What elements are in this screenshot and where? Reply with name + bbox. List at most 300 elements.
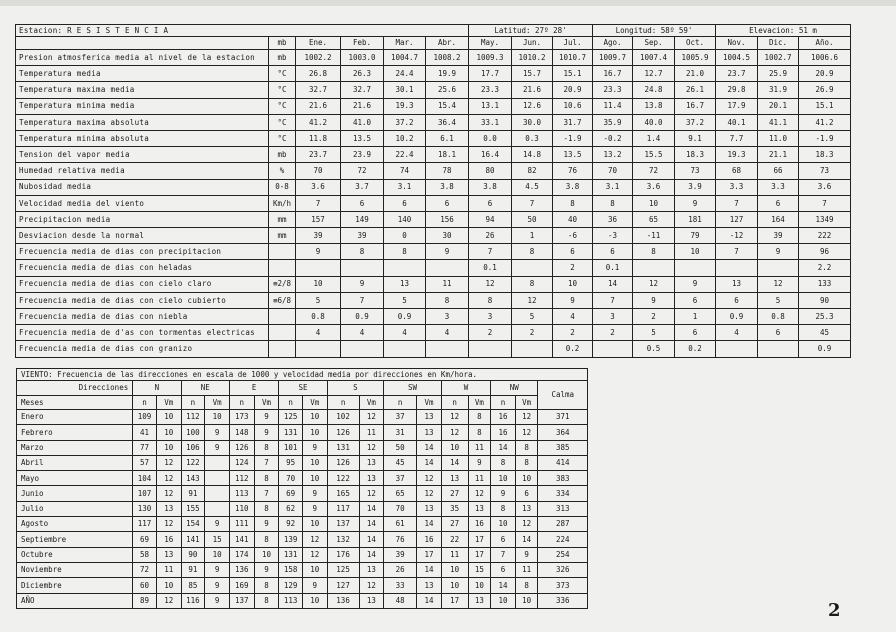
data-cell: 35.9 bbox=[593, 114, 633, 130]
data-cell: 8 bbox=[469, 292, 512, 308]
wind-title-row bbox=[17, 369, 588, 381]
row-label: Frecuencia media de dias con heladas bbox=[16, 260, 269, 276]
wind-cell: 8 bbox=[468, 425, 491, 440]
wind-cell: 7 bbox=[491, 547, 516, 562]
wind-cell: 11 bbox=[441, 547, 468, 562]
data-cell: 5 bbox=[758, 292, 799, 308]
wind-cell: 112 bbox=[229, 471, 254, 486]
data-cell: 30.1 bbox=[384, 82, 426, 98]
data-cell: 6 bbox=[758, 195, 799, 211]
wind-cell: 125 bbox=[279, 410, 303, 425]
wind-cell: 9 bbox=[254, 410, 279, 425]
data-cell: 65 bbox=[633, 211, 675, 227]
data-cell: 10.6 bbox=[553, 98, 593, 114]
data-cell: 6 bbox=[384, 195, 426, 211]
wind-cell: 116 bbox=[181, 593, 205, 608]
data-cell: 16.7 bbox=[675, 98, 716, 114]
data-cell: 13.5 bbox=[341, 130, 384, 146]
wind-cell: 122 bbox=[181, 455, 205, 470]
data-cell: 0.9 bbox=[716, 309, 758, 325]
data-cell: 1010.7 bbox=[553, 50, 593, 66]
data-cell: 26.9 bbox=[799, 82, 851, 98]
data-cell: 20.9 bbox=[799, 66, 851, 82]
row-unit bbox=[269, 260, 296, 276]
calma-cell: 383 bbox=[538, 471, 588, 486]
wind-cell: 141 bbox=[229, 532, 254, 547]
wind-cell: 77 bbox=[133, 440, 157, 455]
wind-cell: 14 bbox=[515, 532, 538, 547]
wind-cell: 8 bbox=[254, 532, 279, 547]
calma-cell: 287 bbox=[538, 517, 588, 532]
wind-cell: 125 bbox=[327, 562, 359, 577]
wind-cell: 39 bbox=[384, 547, 417, 562]
data-cell: 20.1 bbox=[758, 98, 799, 114]
data-cell: 10 bbox=[675, 244, 716, 260]
wind-cell: 12 bbox=[515, 410, 538, 425]
direction-header: SE bbox=[279, 381, 327, 396]
data-cell: 13.1 bbox=[469, 98, 512, 114]
wind-cell: 12 bbox=[359, 440, 384, 455]
wind-cell: 11 bbox=[515, 562, 538, 577]
row-label: Velocidad media del viento bbox=[16, 195, 269, 211]
wind-cell: 89 bbox=[133, 593, 157, 608]
data-cell: 0.5 bbox=[633, 341, 675, 357]
data-cell: -11 bbox=[633, 228, 675, 244]
wind-cell: 10 bbox=[302, 425, 327, 440]
wind-cell: 16 bbox=[491, 425, 516, 440]
row-unit bbox=[269, 244, 296, 260]
data-cell: 1004.7 bbox=[384, 50, 426, 66]
data-cell: 31.7 bbox=[553, 114, 593, 130]
data-cell bbox=[384, 260, 426, 276]
wind-cell: 14 bbox=[491, 578, 516, 593]
data-cell: 13.2 bbox=[593, 147, 633, 163]
wind-cell: 143 bbox=[181, 471, 205, 486]
wind-cell: 27 bbox=[441, 517, 468, 532]
data-cell: 18.3 bbox=[799, 147, 851, 163]
wind-cell: 12 bbox=[417, 471, 442, 486]
data-cell: 133 bbox=[799, 276, 851, 292]
climate-row bbox=[16, 276, 851, 292]
wind-cell: 12 bbox=[359, 578, 384, 593]
data-cell bbox=[384, 341, 426, 357]
wind-cell: 8 bbox=[491, 501, 516, 516]
data-cell: 36.4 bbox=[426, 114, 469, 130]
wind-cell: 57 bbox=[133, 455, 157, 470]
data-cell: 1349 bbox=[799, 211, 851, 227]
wind-cell: 12 bbox=[417, 486, 442, 501]
data-cell: 6 bbox=[469, 195, 512, 211]
wind-cell: 10 bbox=[491, 517, 516, 532]
wind-cell: 10 bbox=[302, 517, 327, 532]
data-cell: 1002.7 bbox=[758, 50, 799, 66]
wind-cell: 10 bbox=[441, 440, 468, 455]
data-cell: 1 bbox=[675, 309, 716, 325]
data-cell bbox=[758, 341, 799, 357]
data-cell: 25.3 bbox=[799, 309, 851, 325]
wind-cell: 9 bbox=[205, 562, 230, 577]
data-cell: -3 bbox=[593, 228, 633, 244]
wind-cell: 62 bbox=[279, 501, 303, 516]
wind-row bbox=[17, 562, 588, 577]
month-header-cell: Sep. bbox=[633, 37, 675, 50]
wind-cell: 13 bbox=[515, 501, 538, 516]
wind-cell: 14 bbox=[417, 562, 442, 577]
data-cell: 2.2 bbox=[799, 260, 851, 276]
data-cell: 31.9 bbox=[758, 82, 799, 98]
wind-cell: 14 bbox=[359, 517, 384, 532]
data-cell: 8 bbox=[633, 244, 675, 260]
wind-cell: 13 bbox=[359, 455, 384, 470]
wind-cell: 129 bbox=[279, 578, 303, 593]
wind-cell: 113 bbox=[279, 593, 303, 608]
wind-cell: 45 bbox=[384, 455, 417, 470]
direction-header: E bbox=[229, 381, 278, 396]
wind-direction-row bbox=[17, 381, 588, 396]
month-header-blank bbox=[16, 37, 269, 50]
data-cell: 21.1 bbox=[758, 147, 799, 163]
wind-cell: 8 bbox=[254, 440, 279, 455]
data-cell: 19.3 bbox=[384, 98, 426, 114]
row-unit: mm bbox=[269, 228, 296, 244]
data-cell: 32.7 bbox=[296, 82, 341, 98]
climate-row bbox=[16, 82, 851, 98]
data-cell: 9 bbox=[758, 244, 799, 260]
vm-header: Vm bbox=[205, 396, 230, 410]
data-cell: 4 bbox=[341, 325, 384, 341]
month-header-row bbox=[16, 37, 851, 50]
data-cell: -0.2 bbox=[593, 130, 633, 146]
data-cell: 7 bbox=[512, 195, 553, 211]
row-unit: 0-8 bbox=[269, 179, 296, 195]
wind-cell: 8 bbox=[491, 455, 516, 470]
wind-cell: 41 bbox=[133, 425, 157, 440]
calma-cell: 313 bbox=[538, 501, 588, 516]
wind-cell: 61 bbox=[384, 517, 417, 532]
data-cell: 9 bbox=[341, 276, 384, 292]
calma-cell: 364 bbox=[538, 425, 588, 440]
month-label: Junio bbox=[17, 486, 133, 501]
wind-cell: 100 bbox=[181, 425, 205, 440]
data-cell: 2 bbox=[593, 325, 633, 341]
wind-cell: 174 bbox=[229, 547, 254, 562]
wind-cell: 113 bbox=[229, 486, 254, 501]
climate-row bbox=[16, 98, 851, 114]
wind-cell: 136 bbox=[229, 562, 254, 577]
month-header-cell: Jul. bbox=[553, 37, 593, 50]
data-cell: 10 bbox=[633, 195, 675, 211]
data-cell: 3.1 bbox=[384, 179, 426, 195]
n-header: n bbox=[229, 396, 254, 410]
wind-cell: 16 bbox=[417, 532, 442, 547]
data-cell: 8 bbox=[341, 244, 384, 260]
wind-cell: 10 bbox=[302, 471, 327, 486]
row-label: Frecuencia media de dias con niebla bbox=[16, 309, 269, 325]
data-cell: 2 bbox=[469, 325, 512, 341]
wind-cell: 10 bbox=[205, 547, 230, 562]
page-edge bbox=[0, 0, 896, 6]
data-cell: 5 bbox=[384, 292, 426, 308]
wind-row bbox=[17, 593, 588, 608]
wind-cell: 7 bbox=[254, 486, 279, 501]
wind-cell: 9 bbox=[468, 455, 491, 470]
data-cell: 9 bbox=[675, 195, 716, 211]
wind-cell: 8 bbox=[515, 455, 538, 470]
calma-cell: 334 bbox=[538, 486, 588, 501]
wind-cell: 12 bbox=[441, 425, 468, 440]
data-cell: 0 bbox=[384, 228, 426, 244]
data-cell: 32.7 bbox=[341, 82, 384, 98]
climate-row bbox=[16, 260, 851, 276]
data-cell: -1.9 bbox=[553, 130, 593, 146]
data-cell: 7 bbox=[593, 292, 633, 308]
data-cell: 127 bbox=[716, 211, 758, 227]
calma-cell: 224 bbox=[538, 532, 588, 547]
data-cell: 9 bbox=[675, 276, 716, 292]
row-label: Frecuencia media de dias con cielo claro bbox=[16, 276, 269, 292]
calma-cell: 385 bbox=[538, 440, 588, 455]
wind-cell: 14 bbox=[417, 440, 442, 455]
wind-cell bbox=[205, 486, 230, 501]
row-unit bbox=[269, 309, 296, 325]
wind-cell: 10 bbox=[441, 562, 468, 577]
data-cell bbox=[758, 260, 799, 276]
data-cell: 9 bbox=[296, 244, 341, 260]
data-cell: 72 bbox=[341, 163, 384, 179]
wind-cell: 12 bbox=[156, 471, 181, 486]
data-cell: 0.8 bbox=[758, 309, 799, 325]
data-cell: 41.0 bbox=[341, 114, 384, 130]
data-cell: 26.1 bbox=[675, 82, 716, 98]
wind-cell: 112 bbox=[181, 410, 205, 425]
data-cell bbox=[716, 341, 758, 357]
data-cell: 41.2 bbox=[296, 114, 341, 130]
row-unit: ≡6/8 bbox=[269, 292, 296, 308]
data-cell: 7 bbox=[716, 195, 758, 211]
data-cell: 140 bbox=[384, 211, 426, 227]
calma-cell: 373 bbox=[538, 578, 588, 593]
month-label: Septiembre bbox=[17, 532, 133, 547]
wind-row bbox=[17, 425, 588, 440]
data-cell: 13.8 bbox=[633, 98, 675, 114]
wind-cell: 176 bbox=[327, 547, 359, 562]
vm-header: Vm bbox=[302, 396, 327, 410]
data-cell bbox=[296, 341, 341, 357]
data-cell: 181 bbox=[675, 211, 716, 227]
data-cell: 3.1 bbox=[593, 179, 633, 195]
row-label: Nubosidad media bbox=[16, 179, 269, 195]
wind-cell: 136 bbox=[327, 593, 359, 608]
wind-cell: 14 bbox=[417, 517, 442, 532]
data-cell: 25.9 bbox=[758, 66, 799, 82]
wind-cell: 48 bbox=[384, 593, 417, 608]
wind-cell: 10 bbox=[468, 578, 491, 593]
wind-cell: 27 bbox=[441, 486, 468, 501]
month-label: Febrero bbox=[17, 425, 133, 440]
data-cell: 26 bbox=[469, 228, 512, 244]
data-cell: 4 bbox=[716, 325, 758, 341]
data-cell: 39 bbox=[758, 228, 799, 244]
data-cell: 9.1 bbox=[675, 130, 716, 146]
month-header-cell: Dic. bbox=[758, 37, 799, 50]
wind-cell: 148 bbox=[229, 425, 254, 440]
wind-cell: 10 bbox=[302, 593, 327, 608]
wind-cell: 109 bbox=[133, 410, 157, 425]
data-cell: 5 bbox=[296, 292, 341, 308]
wind-cell: 117 bbox=[327, 501, 359, 516]
data-cell: 16.4 bbox=[469, 147, 512, 163]
data-cell: 6 bbox=[553, 244, 593, 260]
data-cell: 12.7 bbox=[633, 66, 675, 82]
data-cell: 70 bbox=[296, 163, 341, 179]
direction-header: W bbox=[441, 381, 490, 396]
month-label: Enero bbox=[17, 410, 133, 425]
data-cell: 222 bbox=[799, 228, 851, 244]
wind-cell: 13 bbox=[156, 547, 181, 562]
wind-cell: 13 bbox=[441, 471, 468, 486]
climate-header-row bbox=[16, 25, 851, 37]
row-label: Tension del vapor media bbox=[16, 147, 269, 163]
data-cell: 6 bbox=[675, 292, 716, 308]
data-cell: 17.9 bbox=[716, 98, 758, 114]
wind-subheader-row bbox=[17, 396, 588, 410]
data-cell: 12 bbox=[758, 276, 799, 292]
data-cell: 0.2 bbox=[675, 341, 716, 357]
wind-cell: 35 bbox=[441, 501, 468, 516]
data-cell: 7 bbox=[296, 195, 341, 211]
data-cell: 0.9 bbox=[341, 309, 384, 325]
month-label: Marzo bbox=[17, 440, 133, 455]
data-cell bbox=[633, 260, 675, 276]
data-cell bbox=[716, 260, 758, 276]
month-header-cell: Abr. bbox=[426, 37, 469, 50]
data-cell: 3.3 bbox=[716, 179, 758, 195]
wind-cell: 26 bbox=[384, 562, 417, 577]
data-cell: 3 bbox=[469, 309, 512, 325]
wind-cell: 9 bbox=[302, 501, 327, 516]
calma-cell: 326 bbox=[538, 562, 588, 577]
data-cell: 23.3 bbox=[469, 82, 512, 98]
wind-cell: 69 bbox=[133, 532, 157, 547]
data-cell: 79 bbox=[675, 228, 716, 244]
data-cell: 3.8 bbox=[469, 179, 512, 195]
row-unit: mm bbox=[269, 211, 296, 227]
data-cell: 9 bbox=[553, 292, 593, 308]
climate-row bbox=[16, 66, 851, 82]
wind-cell: 6 bbox=[491, 532, 516, 547]
month-label: AÑO bbox=[17, 593, 133, 608]
data-cell: 6 bbox=[426, 195, 469, 211]
data-cell: 25.6 bbox=[426, 82, 469, 98]
data-cell: 3 bbox=[426, 309, 469, 325]
wind-cell: 8 bbox=[468, 410, 491, 425]
data-cell bbox=[512, 260, 553, 276]
wind-cell: 13 bbox=[468, 593, 491, 608]
vm-header: Vm bbox=[468, 396, 491, 410]
vm-header: Vm bbox=[359, 396, 384, 410]
month-header-cell: Jun. bbox=[512, 37, 553, 50]
data-cell: 12 bbox=[512, 292, 553, 308]
data-cell: -12 bbox=[716, 228, 758, 244]
wind-row bbox=[17, 440, 588, 455]
wind-cell: 15 bbox=[205, 532, 230, 547]
data-cell: 3.8 bbox=[553, 179, 593, 195]
data-cell: 36 bbox=[593, 211, 633, 227]
wind-cell: 17 bbox=[468, 532, 491, 547]
wind-cell: 101 bbox=[279, 440, 303, 455]
wind-row bbox=[17, 471, 588, 486]
wind-cell: 9 bbox=[302, 578, 327, 593]
wind-cell: 11 bbox=[468, 440, 491, 455]
data-cell: 12.6 bbox=[512, 98, 553, 114]
climate-row bbox=[16, 163, 851, 179]
data-cell: 82 bbox=[512, 163, 553, 179]
n-header: n bbox=[133, 396, 157, 410]
data-cell: 11.0 bbox=[758, 130, 799, 146]
wind-cell: 33 bbox=[384, 578, 417, 593]
wind-cell: 102 bbox=[327, 410, 359, 425]
row-unit: °C bbox=[269, 66, 296, 82]
data-cell: 22.4 bbox=[384, 147, 426, 163]
n-header: n bbox=[384, 396, 417, 410]
climate-row bbox=[16, 309, 851, 325]
data-cell bbox=[341, 260, 384, 276]
wind-cell: 14 bbox=[491, 440, 516, 455]
wind-cell: 127 bbox=[327, 578, 359, 593]
n-header: n bbox=[327, 396, 359, 410]
wind-cell: 10 bbox=[441, 578, 468, 593]
data-cell: 11.4 bbox=[593, 98, 633, 114]
data-cell: 6 bbox=[716, 292, 758, 308]
wind-cell: 65 bbox=[384, 486, 417, 501]
data-cell: 8 bbox=[384, 244, 426, 260]
row-unit: ≡2/8 bbox=[269, 276, 296, 292]
wind-cell: 10 bbox=[205, 410, 230, 425]
calma-header: Calma bbox=[538, 381, 588, 410]
data-cell: 0.2 bbox=[553, 341, 593, 357]
n-header: n bbox=[181, 396, 205, 410]
wind-cell: 131 bbox=[327, 440, 359, 455]
data-cell: 14.8 bbox=[512, 147, 553, 163]
data-cell: 1002.2 bbox=[296, 50, 341, 66]
data-cell bbox=[469, 341, 512, 357]
data-cell: 156 bbox=[426, 211, 469, 227]
wind-row bbox=[17, 501, 588, 516]
data-cell: 0.1 bbox=[469, 260, 512, 276]
data-cell: 5 bbox=[633, 325, 675, 341]
wind-cell: 13 bbox=[468, 501, 491, 516]
station-cell: Estacion: R E S I S T E N C I A bbox=[16, 25, 469, 37]
climate-row bbox=[16, 228, 851, 244]
wind-cell: 10 bbox=[254, 547, 279, 562]
climate-table bbox=[15, 24, 851, 358]
data-cell: 41.1 bbox=[758, 114, 799, 130]
row-label: Precipitacion media bbox=[16, 211, 269, 227]
wind-row bbox=[17, 486, 588, 501]
data-cell: 78 bbox=[426, 163, 469, 179]
wind-cell: 8 bbox=[515, 578, 538, 593]
wind-cell: 12 bbox=[441, 410, 468, 425]
wind-cell: 9 bbox=[205, 440, 230, 455]
data-cell: 23.7 bbox=[716, 66, 758, 82]
wind-cell: 14 bbox=[417, 455, 442, 470]
wind-cell: 132 bbox=[327, 532, 359, 547]
data-cell: 2 bbox=[553, 260, 593, 276]
vm-header: Vm bbox=[156, 396, 181, 410]
data-cell: 3.7 bbox=[341, 179, 384, 195]
wind-row bbox=[17, 547, 588, 562]
row-unit: °C bbox=[269, 114, 296, 130]
